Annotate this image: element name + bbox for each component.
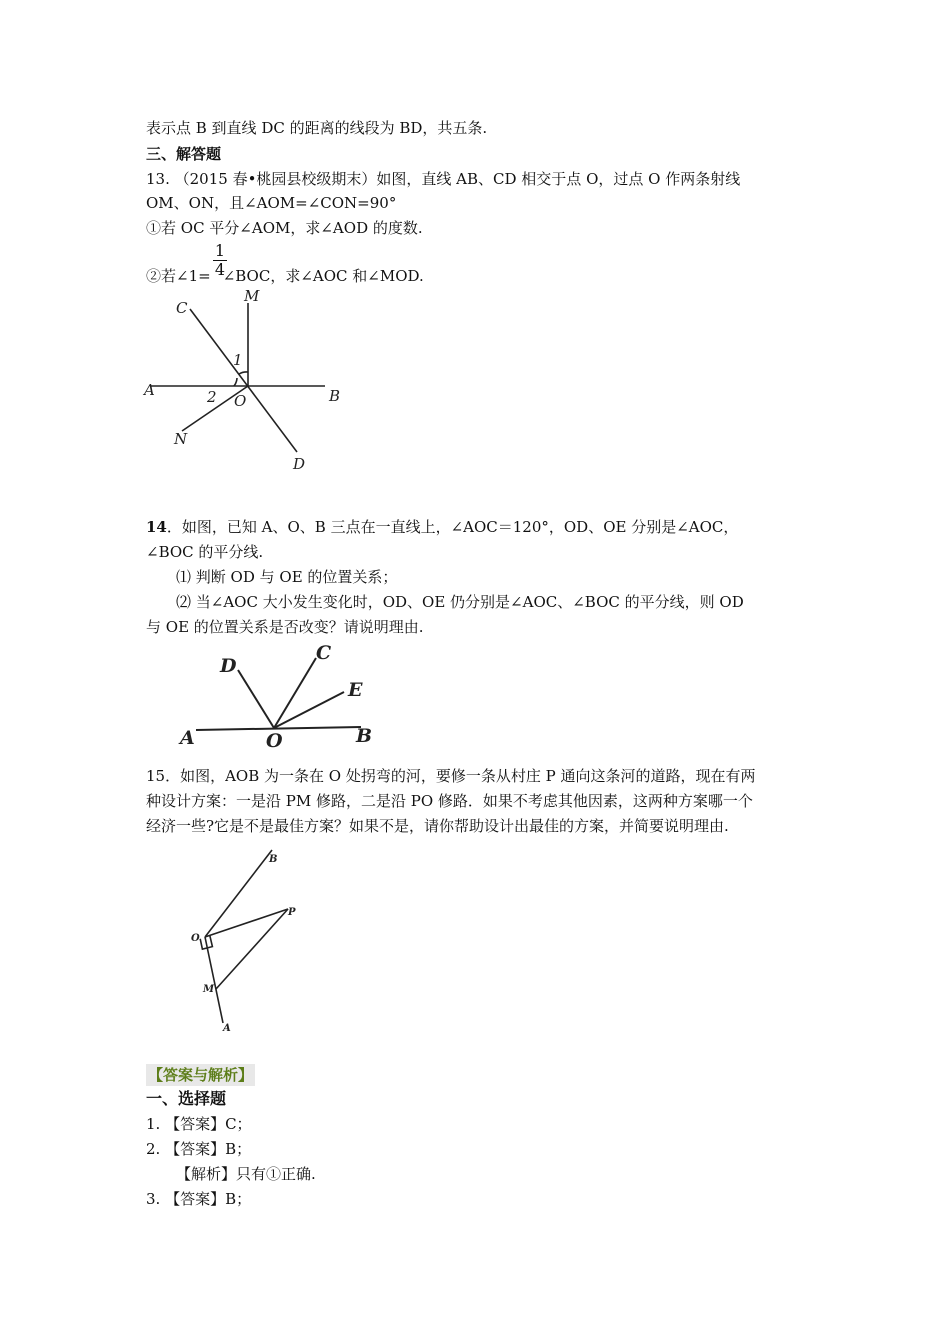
q14-part2-cont: 与 OE 的位置关系是否改变？请说明理由. <box>146 618 424 636</box>
q13-line1: 13. （2015 春•桃园县校级期末）如图，直线 AB、CD 相交于点 O，过点 O 作两条射线 <box>146 170 741 188</box>
q13-label-m: M <box>244 287 260 305</box>
q14-label-b: B <box>356 725 373 747</box>
q13-label-2: 2 <box>207 388 217 406</box>
answer-1: 1. 【答案】C； <box>146 1115 252 1133</box>
q14-figure <box>176 640 376 750</box>
q13-line-cd <box>190 309 297 452</box>
q15-label-m: M <box>203 984 215 995</box>
q14-line1-text: ．如图，已知 A、O、B 三点在一直线上，∠AOC＝120°，OD、OE 分别是∠AOC， <box>166 518 739 536</box>
q13-part2-suffix: ∠BOC，求∠AOC 和∠MOD. <box>222 267 424 285</box>
q14-label-d: D <box>220 655 237 677</box>
q15-figure <box>185 845 305 1035</box>
q14-label-a: A <box>180 727 195 749</box>
q13-part2-prefix: ②若∠1= <box>146 267 211 285</box>
q14-line2: ∠BOC 的平分线. <box>146 543 264 561</box>
q13-label-1: 1 <box>233 351 243 369</box>
q14-label-c: C <box>316 642 332 664</box>
q13-label-d: D <box>293 455 306 473</box>
q14-ray-od <box>238 670 274 728</box>
q13-line2: OM、ON，且∠AOM=∠CON=90° <box>146 194 397 212</box>
q15-label-a: A <box>223 1023 231 1034</box>
answers-section-title: 一、选择题 <box>146 1089 227 1108</box>
q13-angle2-arc <box>234 378 237 386</box>
q13-part1: ①若 OC 平分∠AOM，求∠AOD 的度数. <box>146 219 423 237</box>
q13-frac-den: 4 <box>214 260 226 279</box>
q13-label-o: O <box>234 392 247 410</box>
q13-angle1-arc <box>239 372 248 374</box>
q13-label-n: N <box>174 430 188 448</box>
q15-line3: 经济一些?它是不是最佳方案？如果不是，请你帮助设计出最佳的方案，并简要说明理由. <box>146 817 729 835</box>
intro-line: 表示点 B 到直线 DC 的距离的线段为 BD，共五条. <box>146 119 488 137</box>
q15-label-p: P <box>288 907 296 918</box>
q14-number: 14 <box>146 518 167 536</box>
q14-part1: ⑴ 判断 OD 与 OE 的位置关系； <box>176 568 398 586</box>
q15-line1: 15．如图，AOB 为一条在 O 处拐弯的河，要修一条从村庄 P 通向这条河的道路，现在有两 <box>146 767 756 785</box>
q15-river-ob <box>205 850 272 937</box>
q15-label-o: O <box>191 933 200 944</box>
q15-line2: 种设计方案：一是沿 PM 修路，二是沿 PO 修路．如果不考虑其他因素，这两种方案哪一个 <box>146 792 753 810</box>
answer-2: 2. 【答案】B； <box>146 1140 252 1158</box>
q13-part2 <box>146 266 424 286</box>
q13-frac-num: 1 <box>214 241 226 260</box>
q14-part2: ⑵ 当∠AOC 大小发生变化时，OD、OE 仍分别是∠AOC、∠BOC 的平分线，则 OD <box>176 593 744 611</box>
section-3-title: 三、解答题 <box>146 145 222 163</box>
answer-2-explain: 【解析】只有①正确. <box>176 1165 316 1183</box>
q13-figure <box>140 285 355 480</box>
q15-label-b: B <box>269 854 278 865</box>
q15-river-oa <box>205 937 223 1023</box>
q14-label-o: O <box>266 730 283 750</box>
q13-label-a: A <box>144 381 155 399</box>
q14-line1 <box>146 517 738 537</box>
q13-label-c: C <box>176 299 188 317</box>
answers-header: 【答案与解析】 <box>148 1066 254 1084</box>
answer-3: 3. 【答案】B； <box>146 1190 252 1208</box>
q13-label-b: B <box>329 387 341 405</box>
q14-label-e: E <box>348 679 363 701</box>
